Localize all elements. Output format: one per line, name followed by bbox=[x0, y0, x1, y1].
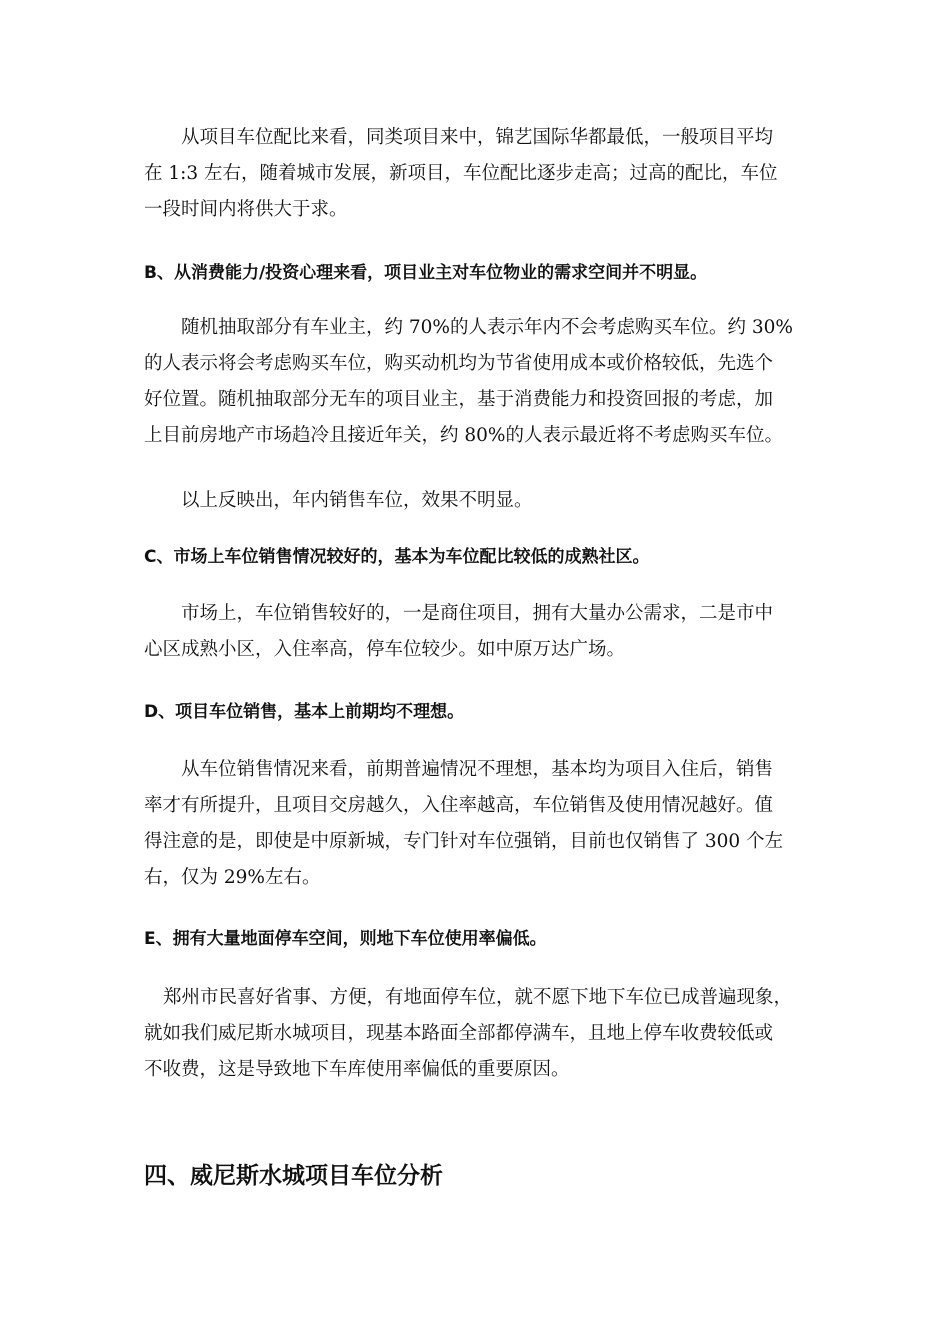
paragraph-line: 从项目车位配比来看，同类项目来中，锦艺国际华都最低，一般项目平均 bbox=[181, 127, 774, 148]
paragraph-line: 从车位销售情况来看，前期普遍情况不理想，基本均为项目入住后，销售 bbox=[181, 759, 774, 780]
paragraph-line: 郑州市民喜好省事、方便，有地面停车位，就不愿下地下车位已成普遍现象， bbox=[163, 987, 793, 1008]
paragraph-ground-parking bbox=[144, 980, 804, 1088]
paragraph-line: 上目前房地产市场趋冷且接近年关，约 80%的人表示最近将不考虑购买车位。 bbox=[144, 425, 784, 446]
paragraph-line: 率才有所提升，且项目交房越久，入住率越高，车位销售及使用情况越好。值 bbox=[144, 795, 774, 816]
paragraph-line: 好位置。随机抽取部分无车的项目业主，基于消费能力和投资回报的考虑，加 bbox=[144, 389, 774, 410]
paragraph-line: 心区成熟小区，入住率高，停车位较少。如中原万达广场。 bbox=[144, 639, 626, 660]
paragraph-line: 的人表示将会考虑购买车位，购买动机均为节省使用成本或价格较低，先选个 bbox=[144, 353, 774, 374]
paragraph-conclusion bbox=[144, 483, 804, 519]
paragraph-line: 一段时间内将供大于求。 bbox=[144, 199, 348, 220]
heading-d: D、项目车位销售，基本上前期均不理想。 bbox=[144, 702, 465, 722]
paragraph-sales-history bbox=[144, 752, 804, 896]
heading-c: C、市场上车位销售情况较好的，基本为车位配比较低的成熟社区。 bbox=[144, 547, 650, 567]
paragraph-line: 得注意的是，即使是中原新城，专门针对车位强销，目前也仅销售了 300 个左 bbox=[144, 831, 784, 852]
paragraph-line: 不收费，这是导致地下车库使用率偏低的重要原因。 bbox=[144, 1059, 570, 1080]
heading-b: B、从消费能力/投资心理来看，项目业主对车位物业的需求空间并不明显。 bbox=[144, 263, 708, 283]
paragraph-line: 在 1:3 左右，随着城市发展，新项目，车位配比逐步走高；过高的配比，车位 bbox=[144, 163, 778, 184]
paragraph-owner-survey bbox=[144, 310, 804, 454]
paragraph-parking-ratio bbox=[144, 120, 804, 228]
paragraph-market-sales bbox=[144, 596, 804, 668]
paragraph-line: 随机抽取部分有车业主，约 70%的人表示年内不会考虑购买车位。约 30% bbox=[181, 317, 794, 338]
paragraph-line: 就如我们威尼斯水城项目，现基本路面全部都停满车，且地上停车收费较低或 bbox=[144, 1023, 774, 1044]
paragraph-line: 右，仅为 29%左右。 bbox=[144, 867, 321, 888]
paragraph-line: 市场上，车位销售较好的，一是商住项目，拥有大量办公需求，二是市中 bbox=[181, 603, 774, 624]
paragraph-line: 以上反映出，年内销售车位，效果不明显。 bbox=[181, 490, 533, 511]
section-title: 四、威尼斯水城项目车位分析 bbox=[144, 1163, 443, 1189]
heading-e: E、拥有大量地面停车空间，则地下车位使用率偏低。 bbox=[144, 929, 547, 949]
